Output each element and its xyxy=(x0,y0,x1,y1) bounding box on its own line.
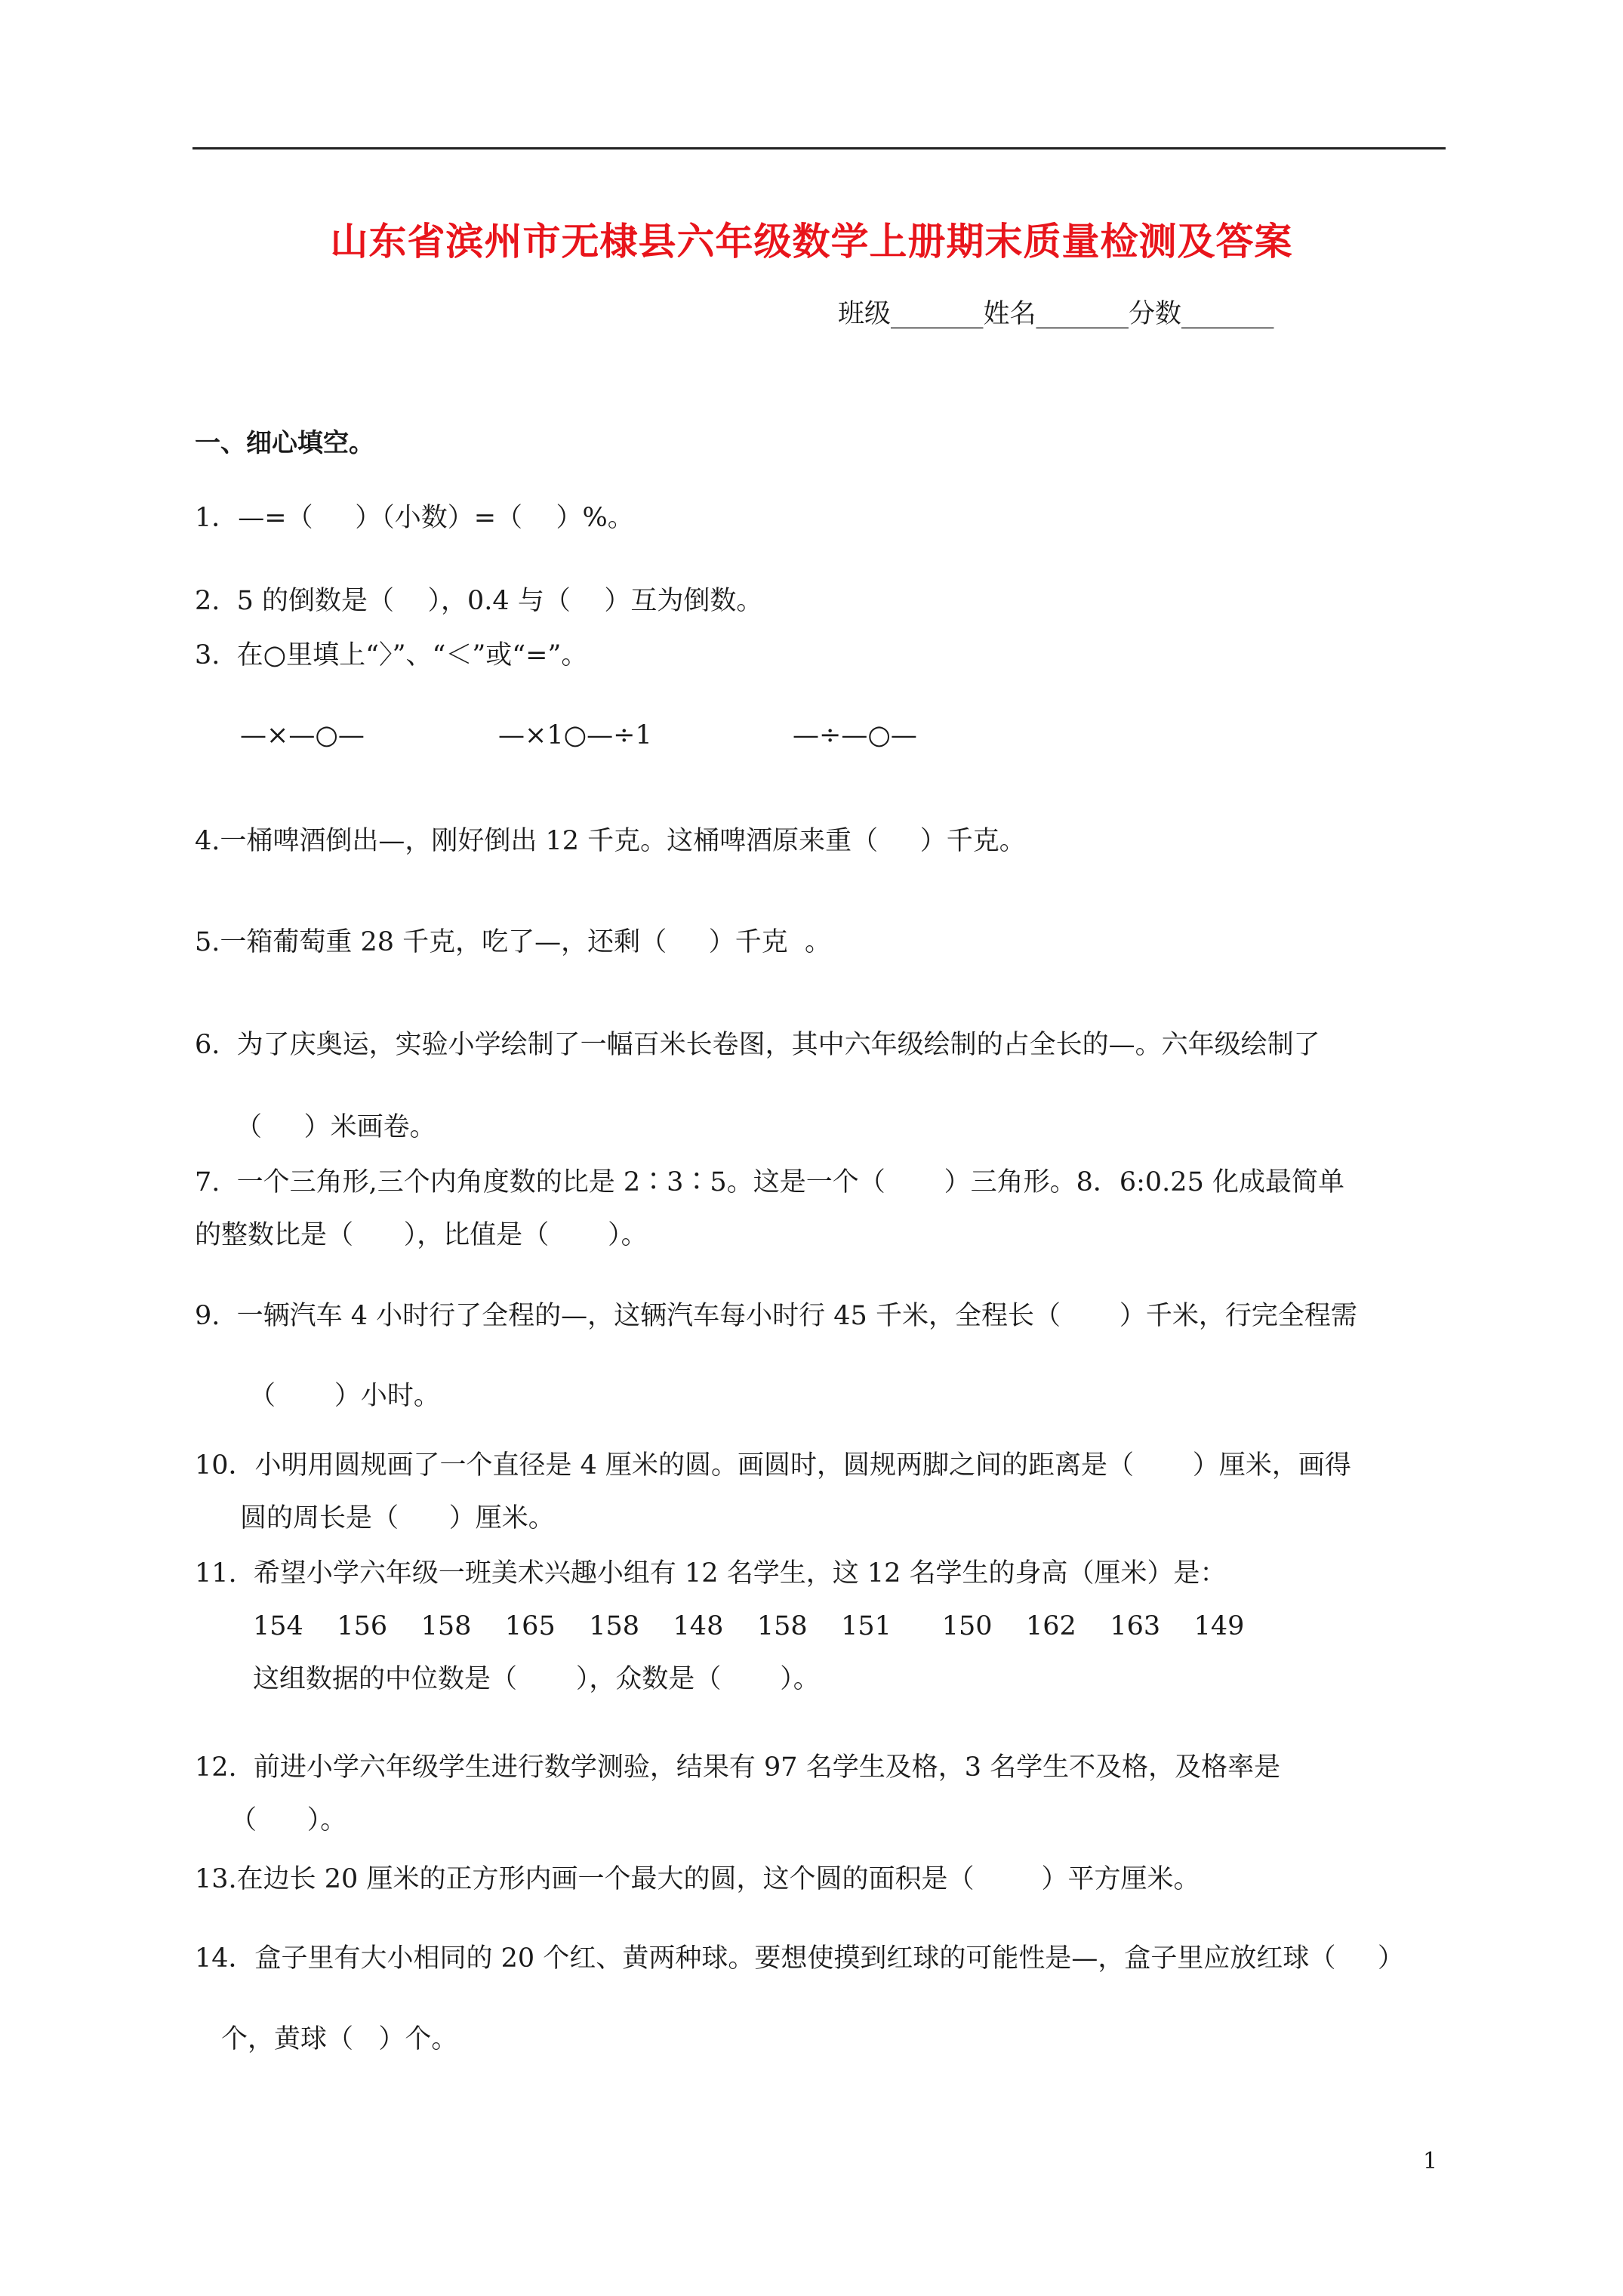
question-10-line-1: 10．小明用圆规画了一个直径是 4 厘米的圆。画圆时，圆规两脚之间的距离是（ ）厘米，画得 xyxy=(195,1450,1351,1481)
question-3-expression-3: —÷—○— xyxy=(793,720,917,750)
question-13: 13.在边长 20 厘米的正方形内画一个最大的圆，这个圆的面积是（ ）平方厘米。 xyxy=(195,1864,1200,1894)
question-12-line-2: （ ）。 xyxy=(230,1805,347,1835)
question-7-line-1: 7. 一个三角形,三个内角度数的比是 2∶3∶5。这是一个（ ）三角形。8．6:0.25 化成最简单 xyxy=(195,1167,1344,1197)
question-14-line-2: 个，黄球（ ）个。 xyxy=(221,2024,458,2054)
question-6-line-2: （ ）米画卷。 xyxy=(236,1112,436,1142)
question-12-line-1: 12. 前进小学六年级学生进行数学测验，结果有 97 名学生及格，3 名学生不及格，及格率是 xyxy=(195,1752,1281,1783)
page-title: 山东省滨州市无棣县六年级数学上册期末质量检测及答案 xyxy=(330,220,1293,264)
question-4: 4.一桶啤酒倒出—，刚好倒出 12 千克。这桶啤酒原来重（ ）千克。 xyxy=(195,826,1026,856)
header-rule xyxy=(192,147,1446,149)
question-2: 2. 5 的倒数是（ ），0.4 与（ ）互为倒数。 xyxy=(195,586,763,616)
question-3: 3. 在○里填上“〉”、“＜”或“=”。 xyxy=(195,640,588,670)
question-14-line-1: 14．盒子里有大小相同的 20 个红、黄两种球。要想使摸到红球的可能性是—，盒子里应放红球（ ） xyxy=(195,1943,1404,1974)
page-number: 1 xyxy=(1423,2148,1438,2174)
question-7-line-2: 的整数比是（ ），比值是（ ）。 xyxy=(195,1220,648,1250)
question-11-line-2: 这组数据的中位数是（ ），众数是（ ）。 xyxy=(253,1664,820,1694)
question-9-line-1: 9. 一辆汽车 4 小时行了全程的—，这辆汽车每小时行 45 千米，全程长（ ）千米，行完全程需 xyxy=(195,1301,1357,1331)
question-10-line-2: 圆的周长是（ ）厘米。 xyxy=(240,1503,555,1533)
question-3-expression-2: —×1○—÷1 xyxy=(498,720,652,750)
question-6-line-1: 6. 为了庆奥运，实验小学绘制了一幅百米长卷图，其中六年级绘制的占全长的—。六年级绘制了 xyxy=(195,1030,1320,1060)
question-11-line-1: 11. 希望小学六年级一班美术兴趣小组有 12 名学生，这 12 名学生的身高（厘米）是： xyxy=(195,1558,1227,1589)
question-1: 1．—=（ ）（小数）=（ ）%。 xyxy=(195,503,634,533)
question-11-heights: 154 156 158 165 158 148 158 151 150 162 163 149 xyxy=(253,1611,1245,1641)
section-heading: 一、细心填空。 xyxy=(195,428,374,458)
student-info-line: 班级_______姓名_______分数_______ xyxy=(838,299,1274,329)
question-5: 5.一箱葡萄重 28 千克，吃了—，还剩（ ）千克 。 xyxy=(195,927,832,957)
question-9-line-2: （ ）小时。 xyxy=(249,1381,440,1411)
question-3-expression-1: —×—○— xyxy=(240,720,365,750)
